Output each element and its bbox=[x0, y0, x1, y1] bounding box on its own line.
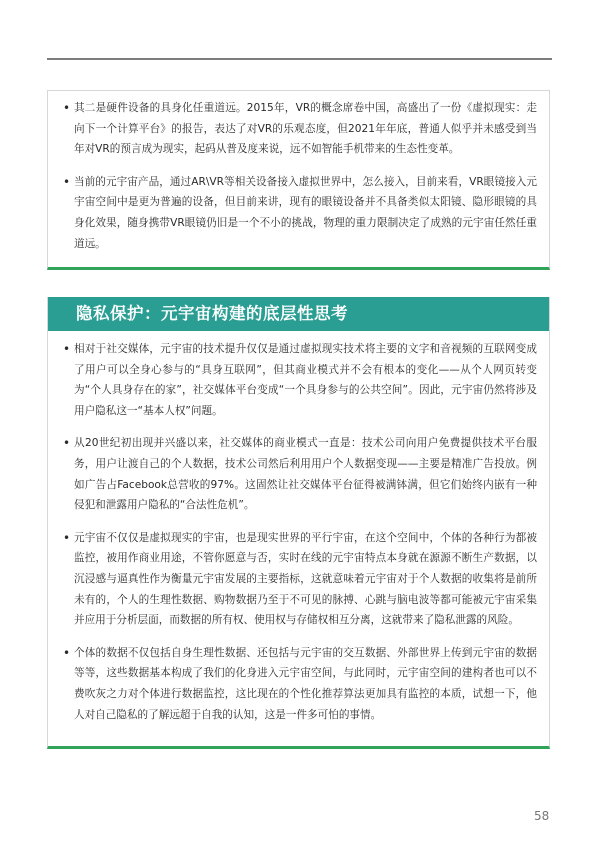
list-item bbox=[60, 172, 537, 254]
list-item bbox=[60, 643, 537, 725]
list-item-text: 当前的元宇宙产品，通过AR\VR等相关设备接入虚拟世界中，怎么接入，目前来看，VR眼镜接入元宇宙空间中是更为普遍的设备，但目前来讲，现有的眼镜设备并不具备类似太阳镜、隐形眼镜的具身化效果，随身携带VR眼镜仍旧是一个不小的挑战，物理的重力限制决定了成熟的元宇宙任然任重道远。 bbox=[74, 175, 537, 250]
list-item bbox=[60, 339, 537, 421]
section-body bbox=[48, 331, 549, 725]
list-item-text: 个体的数据不仅包括自身生理性数据、还包括与元宇宙的交互数据、外部世界上传到元宇宙的数据等等，这些数据基本构成了我们的化身进入元宇宙空间，与此同时，元宇宙空间的建构者也可以不费吹灰之力对个体进行数据监控，这比现在的个性化推荐算法更加具有监控的本质，试想一下，他人对自己隐私的了解远超于自我的认知，这是一件多可怕的事情。 bbox=[74, 646, 537, 721]
section-title: 隐私保护：元宇宙构建的底层性思考 bbox=[48, 297, 549, 331]
list-item bbox=[60, 528, 537, 631]
list-item bbox=[60, 98, 537, 160]
list-item-text: 从20世纪初出现并兴盛以来，社交媒体的商业模式一直是：技术公司向用户免费提供技术平台服务，用户让渡自己的个人数据，技术公司然后利用用户个人数据变现——主要是精准广告投放。例如广告占Facebook总营收的97%。这固然让社交媒体平台征得被满钵满，但它们始终内嵌有一种侵犯和泄露用户隐私的“合法性危机”。 bbox=[74, 437, 537, 512]
bullet-icon: • bbox=[63, 436, 71, 451]
bullet-icon: • bbox=[63, 342, 71, 356]
list-item-text: 相对于社交媒体，元宇宙的技术提升仅仅是通过虚拟现实技术将主要的文字和音视频的互联网变成了用户可以全身心参与的“具身互联网”，但其商业模式并不会有根本的变化——从个人网页转变为“个人具身存在的家”，社交媒体平台变成“一个具身参与的公共空间”。因此，元宇宙仍然将涉及用户隐私这一“基本人权”问题。 bbox=[74, 343, 537, 417]
bullet-icon: • bbox=[63, 530, 71, 545]
bullet-icon: • bbox=[63, 645, 71, 660]
page-number: 58 bbox=[534, 809, 550, 823]
privacy-protection-box bbox=[47, 297, 550, 749]
list-item bbox=[60, 433, 537, 515]
list-item-text: 其二是硬件设备的具身化任重道远。2015年，VR的概念席卷中国，高盛出了一份《虚拟现实：走向下一个计算平台》的报告，表达了对VR的乐观态度，但2021年年底，普通人似乎并未感受到当年对VR的预言成为现实，起码从普及度来说，远不如智能手机带来的生态性变革。 bbox=[74, 102, 537, 156]
bullet-icon: • bbox=[63, 101, 71, 115]
bullet-icon: • bbox=[63, 174, 71, 189]
hardware-embodiment-box bbox=[47, 90, 550, 270]
list-item-text: 元宇宙不仅仅是虚拟现实的宇宙，也是现实世界的平行宇宙，在这个空间中，个体的各种行为都被监控，被用作商业用途，不管你愿意与否，实时在线的元宇宙特点本身就在源源不断生产数据，以沉浸感与逼真性作为衡量元宇宙发展的主要指标，这就意味着元宇宙对于个人数据的收集将是前所未有的，个人的生理性数据、购物数据乃至于不可见的脉搏、心跳与脑电波等都可能被元宇宙采集并应用于分析层面，而数据的所有权、使用权与存储权相互分离，这就带来了隐私泄露的风险。 bbox=[74, 531, 537, 627]
top-rule bbox=[47, 58, 552, 60]
